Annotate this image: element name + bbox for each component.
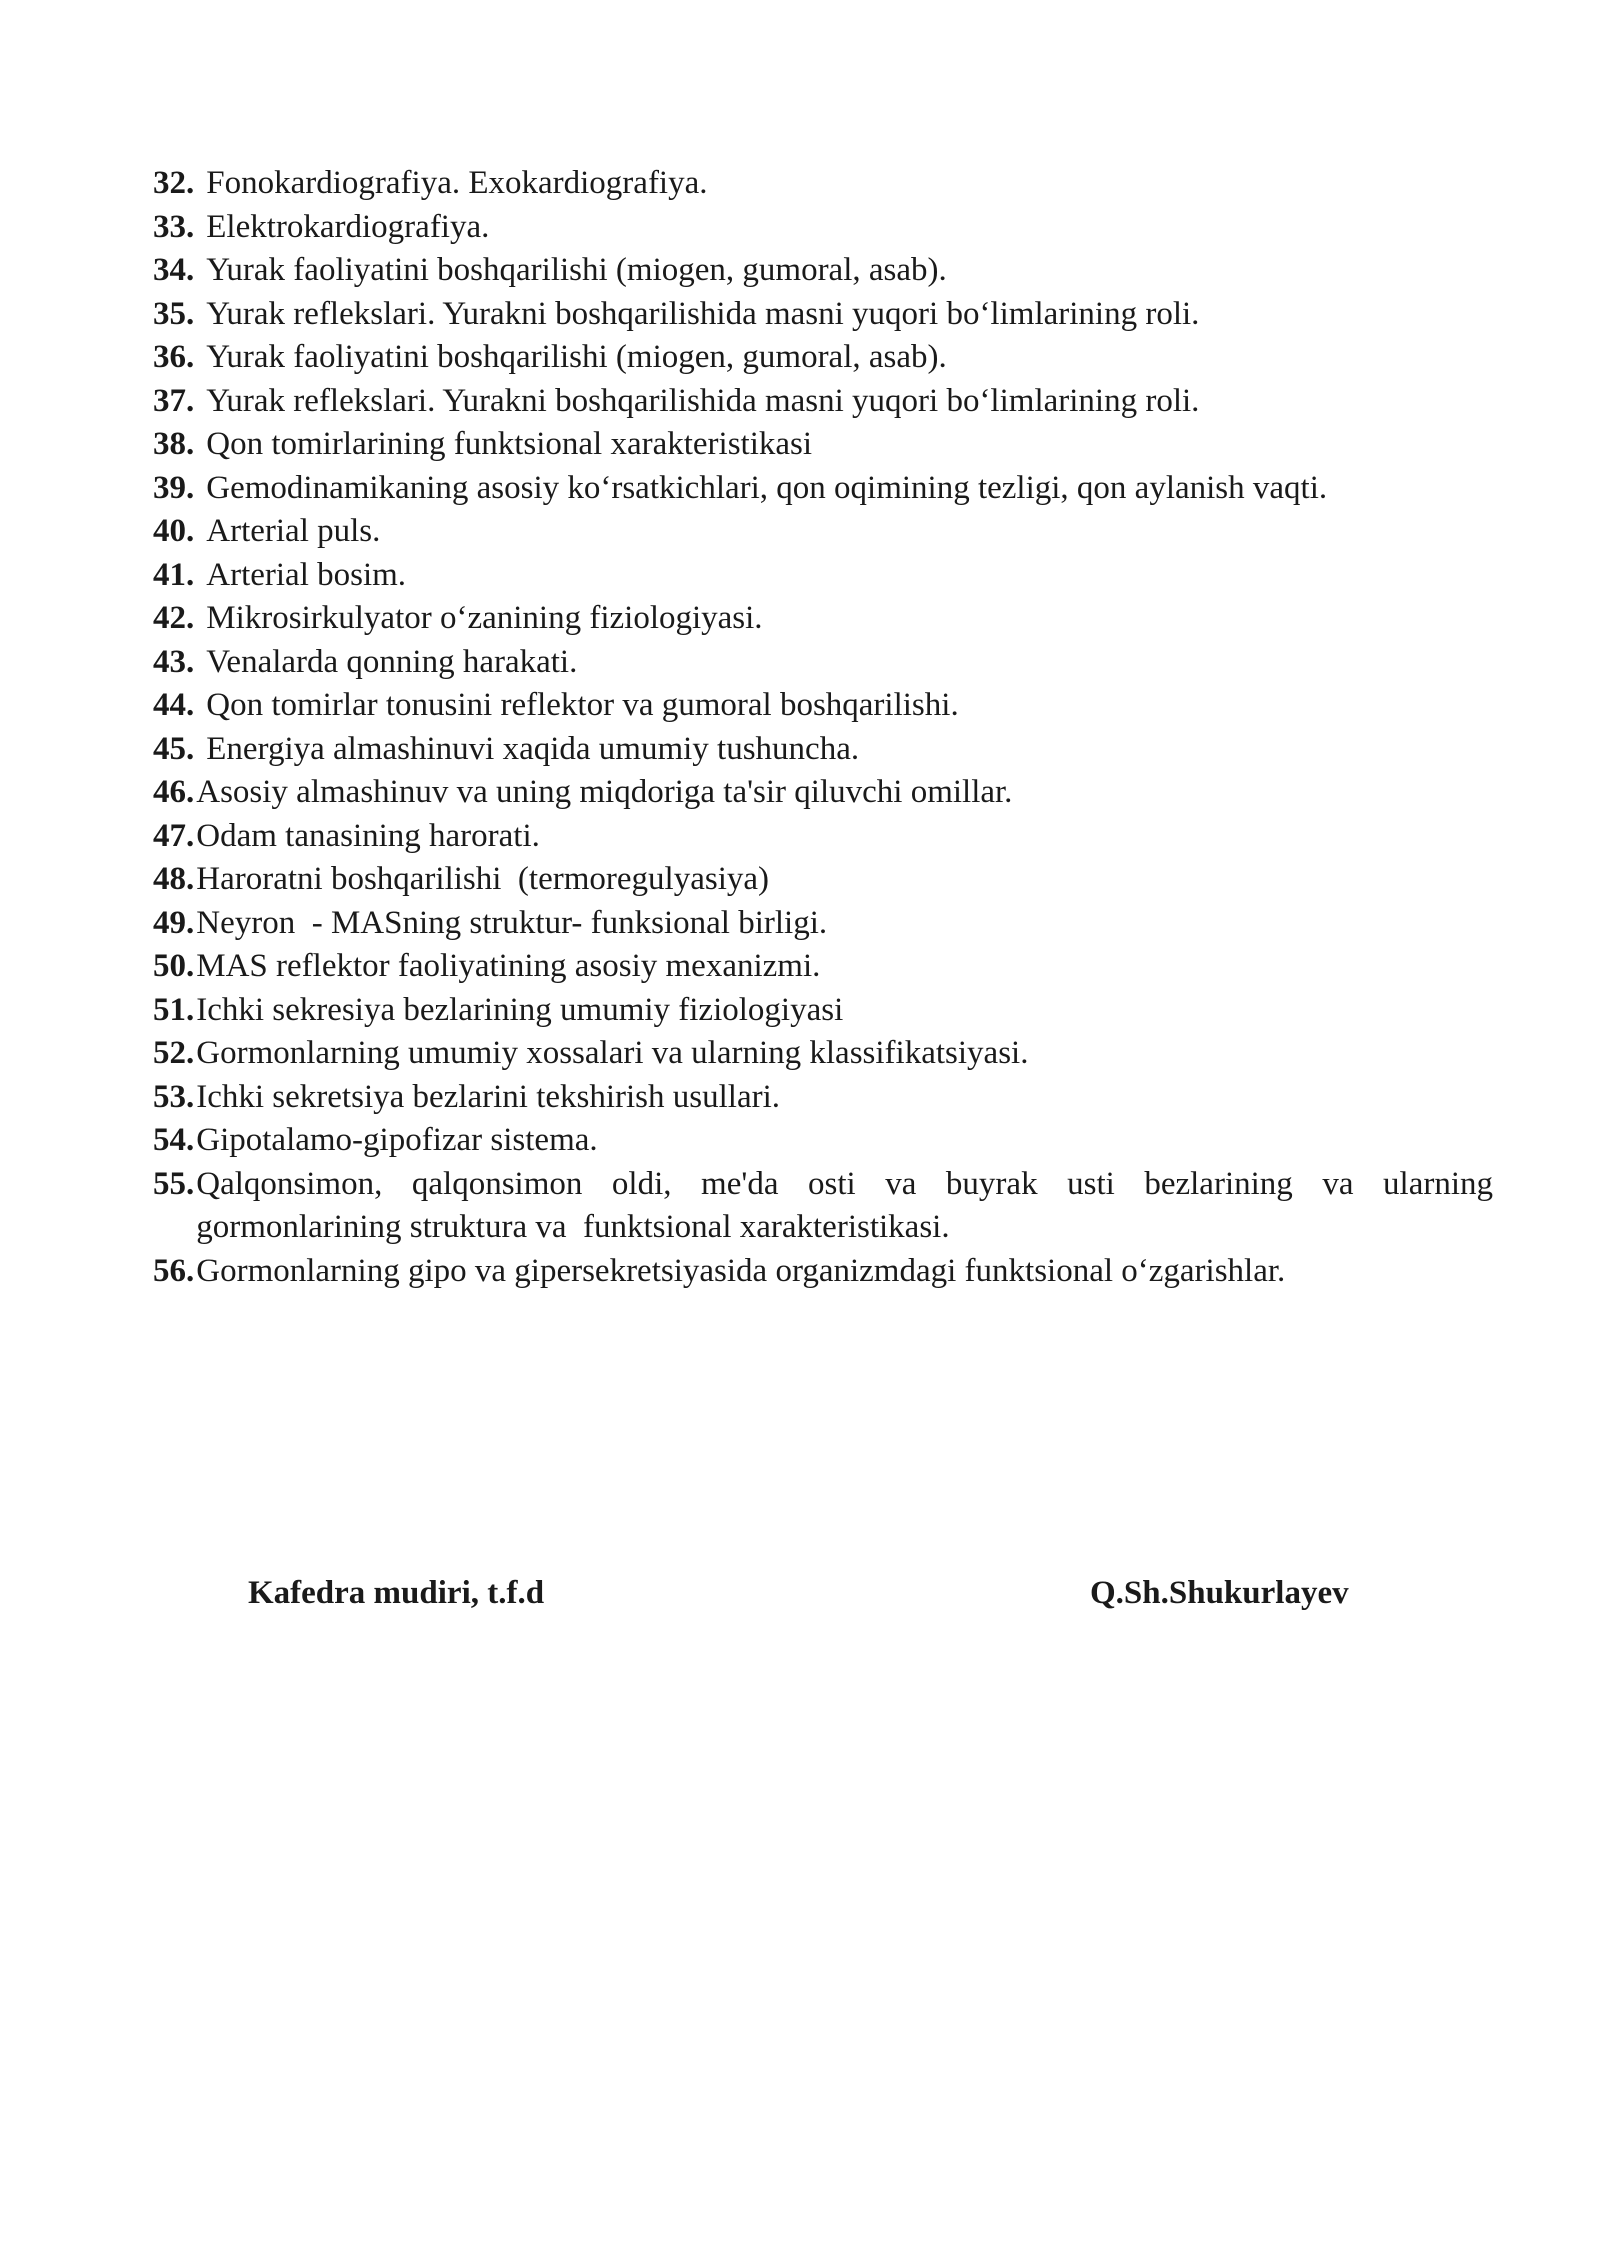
item-number: 55. [153,1165,195,1202]
item-number: 56. [153,1252,195,1289]
item-text: Yurak faoliyatini boshqarilishi (miogen, gumoral, asab). [206,339,947,375]
item-text: Ichki sekresiya bezlarining umumiy fiziologiyasi [196,991,844,1028]
item-number: 37. [153,382,195,419]
item-number: 44. [153,687,195,723]
list-item [153,684,1493,728]
item-number: 54. [153,1122,195,1158]
list-item [153,467,1493,511]
item-text: Haroratni boshqarilishi (termoregulyasiya) [196,861,769,897]
item-text: Arterial puls. [206,513,381,549]
list-item [153,336,1493,380]
list-item [153,902,1493,946]
list-item [153,1032,1493,1076]
item-text: Gemodinamikaning asosiy ko‘rsatkichlari, qon oqimining tezligi, qon aylanish vaqti. [206,469,1328,506]
item-text: Qon tomirlar tonusini reflektor va gumoral boshqarilishi. [206,687,959,723]
item-text: Fonokardiografiya. Exokardiografiya. [206,165,708,201]
item-text: Gipotalamo-gipofizar sistema. [196,1122,598,1158]
item-number: 53. [153,1078,195,1115]
item-number: 39. [153,469,195,506]
item-text: Qalqonsimon, qalqonsimon oldi, me'da osti va buyrak usti bezlarining va ularning gormonlarining struktura va funktsional xarakteristikasi. [196,1165,1502,1245]
list-item [153,771,1493,815]
item-text: Odam tanasining harorati. [196,817,540,854]
item-text: Ichki sekretsiya bezlarini tekshirish usullari. [196,1078,781,1115]
item-number: 47. [153,817,195,854]
list-item [153,1250,1493,1294]
item-text: Arterial bosim. [206,556,407,593]
list-item [153,249,1493,293]
list-item [153,728,1493,772]
list-item [153,641,1493,685]
list-item [153,423,1493,467]
item-text: Gormonlarning gipo va gipersekretsiyasida organizmdagi funktsional o‘zgarishlar. [196,1252,1286,1289]
item-number: 43. [153,643,195,680]
item-number: 34. [153,252,195,288]
list-item [153,1163,1502,1250]
item-number: 35. [153,295,195,332]
item-text: Energiya almashinuvi xaqida umumiy tushuncha. [206,730,860,767]
list-item [153,1119,1493,1163]
item-number: 50. [153,948,195,984]
item-text: Venalarda qonning harakati. [206,643,578,680]
item-number: 33. [153,208,195,245]
item-text: Gormonlarning umumiy xossalari va ularning klassifikatsiyasi. [196,1035,1029,1071]
list-item [153,945,1493,989]
item-number: 52. [153,1035,195,1071]
list-item [153,989,1493,1033]
item-number: 36. [153,339,195,375]
list-item [153,815,1493,859]
item-number: 46. [153,774,195,810]
list-item [153,1076,1493,1120]
item-number: 38. [153,426,195,462]
item-text: Mikrosirkulyator o‘zanining fiziologiyasi. [206,600,763,636]
question-list [153,162,1502,1293]
item-text: MAS reflektor faoliyatining asosiy mexanizmi. [196,948,821,984]
item-number: 32. [153,165,195,201]
item-number: 42. [153,600,195,636]
list-item [153,293,1493,337]
item-text: Qon tomirlarining funktsional xarakteristikasi [206,426,813,462]
item-text: Neyron - MASning struktur- funksional birligi. [196,904,828,941]
item-number: 49. [153,904,195,941]
list-item [153,510,1493,554]
item-text: Yurak reflekslari. Yurakni boshqarilishida masni yuqori bo‘limlarining roli. [206,295,1200,332]
list-item [153,380,1493,424]
list-item [153,597,1493,641]
item-number: 51. [153,991,195,1028]
list-item [153,858,1493,902]
list-item [153,162,1493,206]
item-text: Elektrokardiografiya. [206,208,490,245]
list-item [153,554,1493,598]
item-text: Yurak reflekslari. Yurakni boshqarilishida masni yuqori bo‘limlarining roli. [206,382,1200,419]
item-number: 40. [153,513,195,549]
list-item [153,206,1493,250]
item-number: 41. [153,556,195,593]
item-number: 48. [153,861,195,897]
signature-position: Kafedra mudiri, t.f.d [248,1575,545,1611]
item-text: Asosiy almashinuv va uning miqdoriga ta'sir qiluvchi omillar. [196,774,1013,810]
signature-name: Q.Sh.Shukurlayev [1090,1575,1349,1611]
item-number: 45. [153,730,195,767]
item-text: Yurak faoliyatini boshqarilishi (miogen, gumoral, asab). [206,252,947,288]
